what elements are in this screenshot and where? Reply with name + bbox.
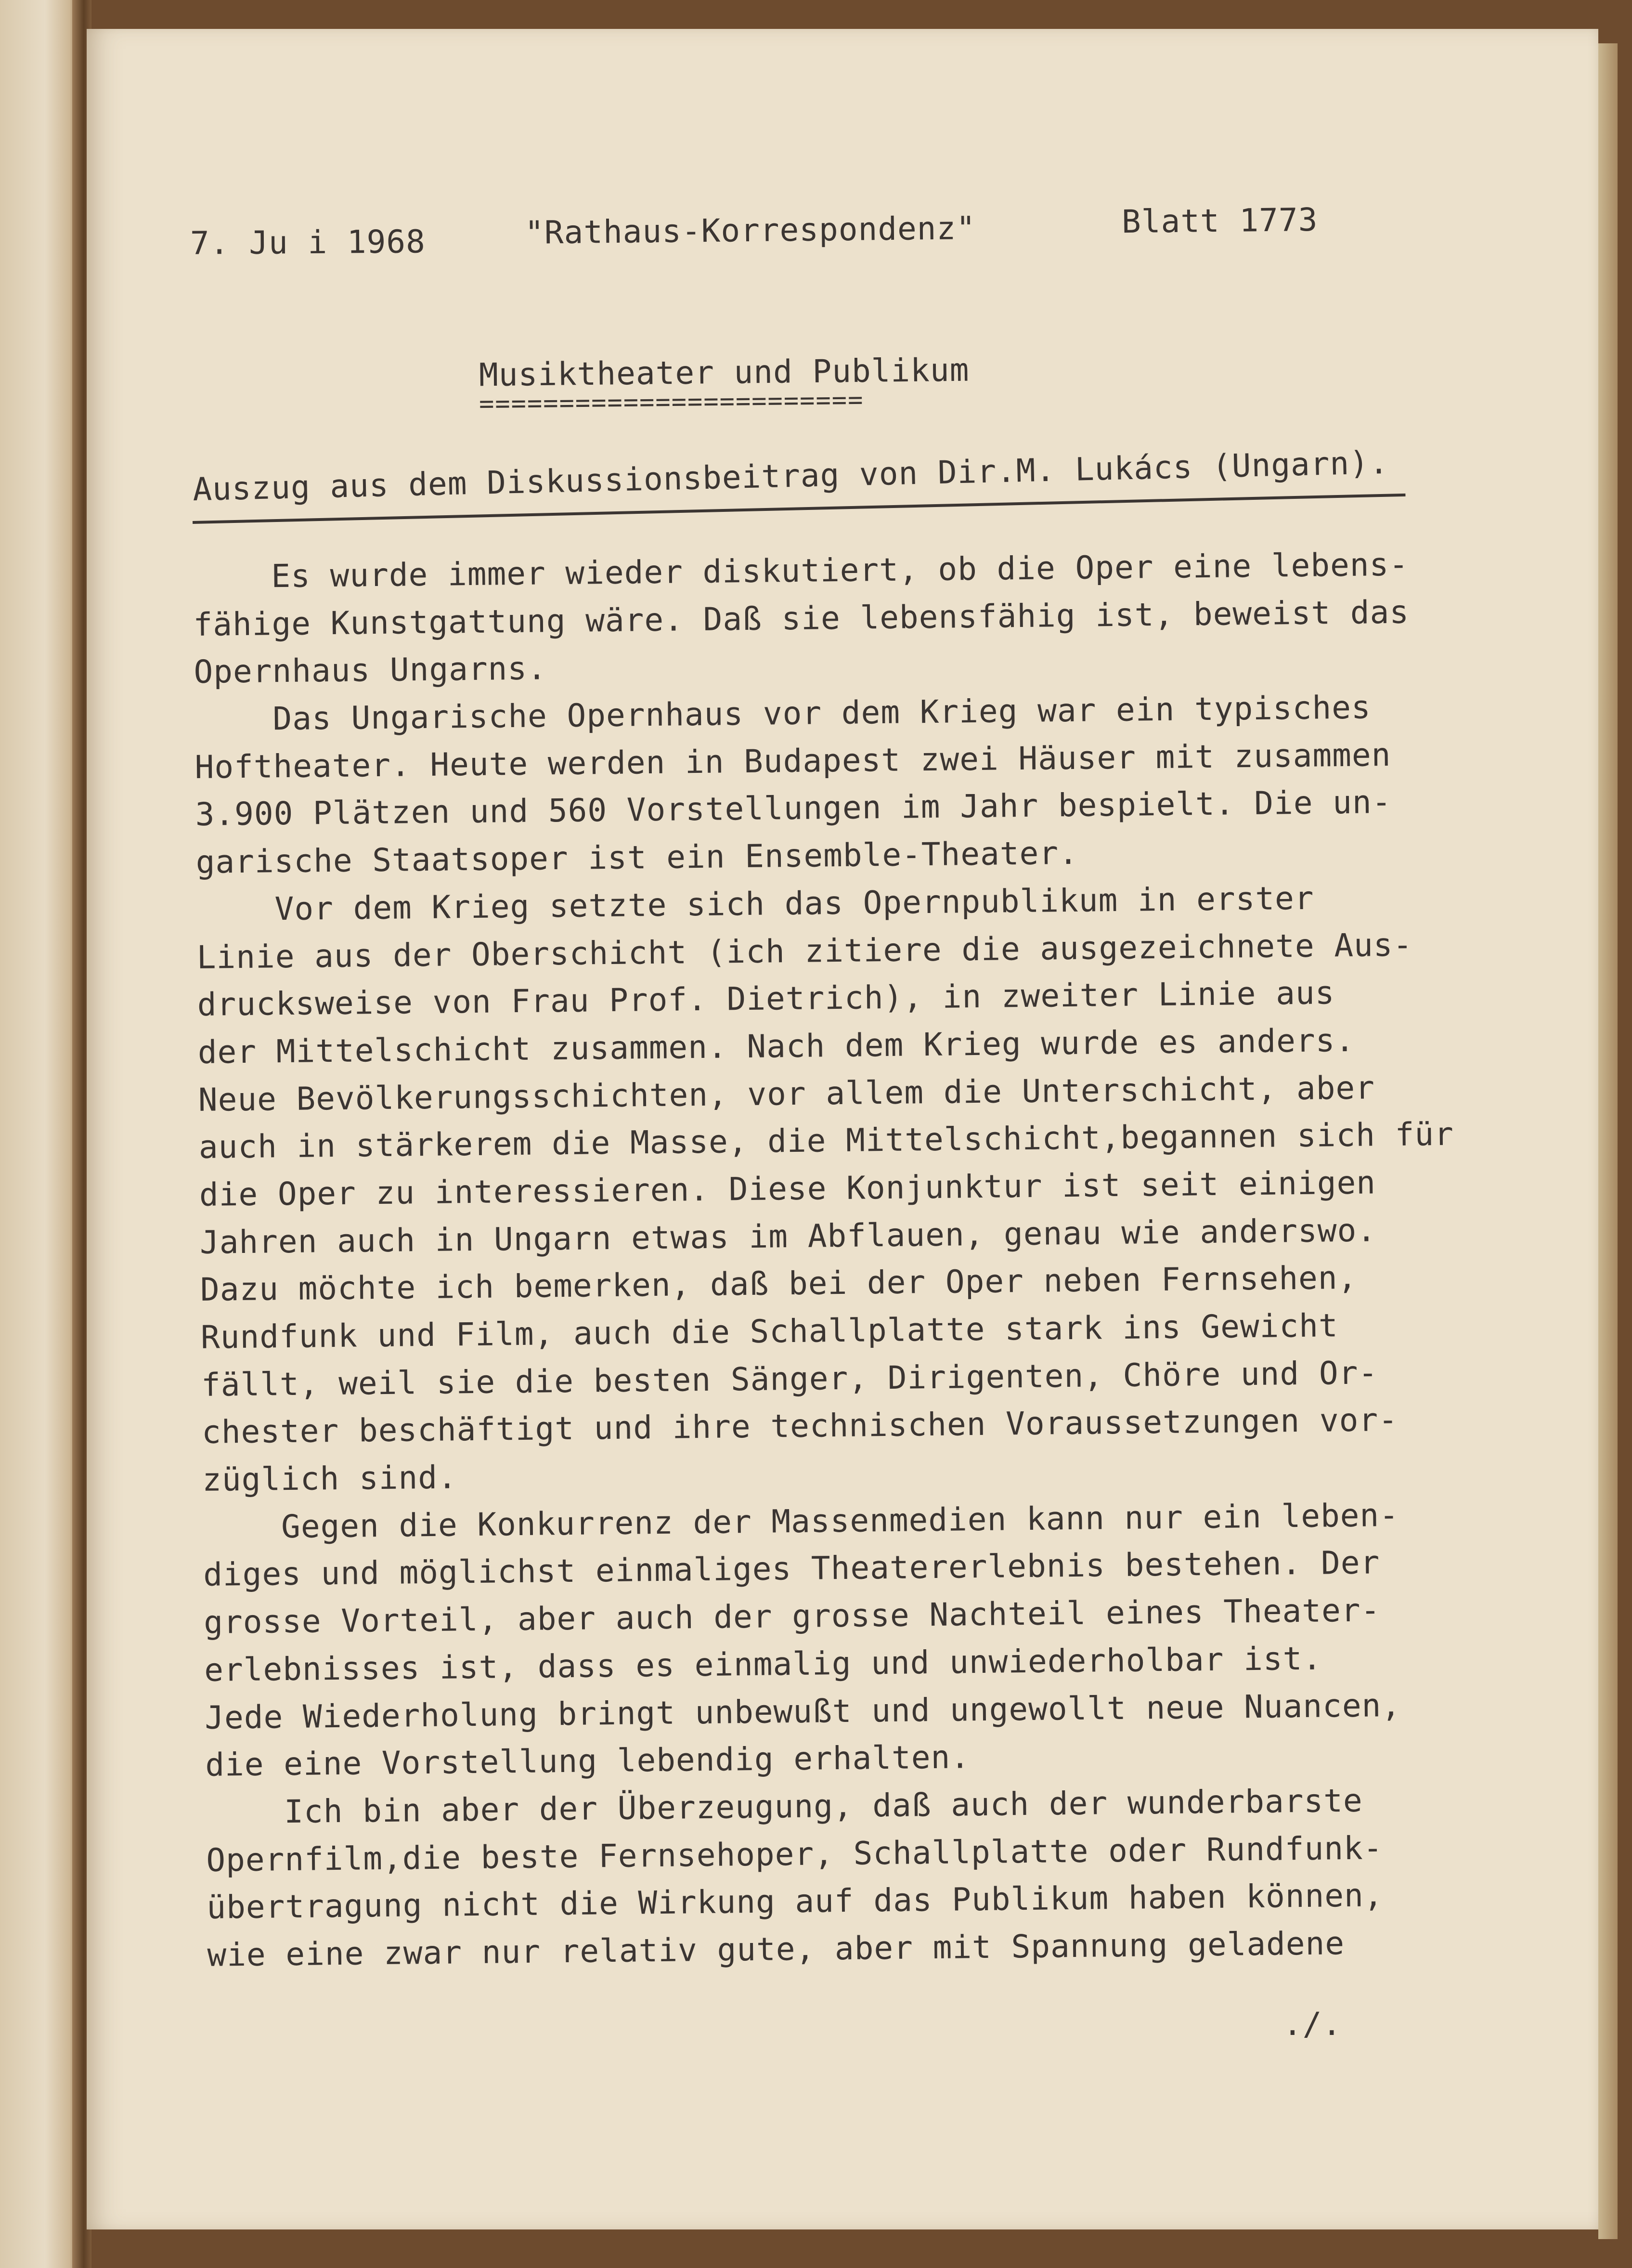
text-line: die eine Vorstellung lebendig erhalten.: [205, 1738, 971, 1784]
text-line: züglich sind.: [202, 1459, 458, 1499]
header-sheet-number: Blatt 1773: [1121, 201, 1318, 241]
text-line: Linie aus der Oberschicht (ich zitiere die ausgezeichnete Aus-: [196, 926, 1413, 976]
text-line: drucksweise von Frau Prof. Dietrich), in zweiter Linie aus: [197, 974, 1335, 1024]
text-line: garische Staatsoper ist ein Ensemble-Theater.: [195, 834, 1079, 881]
text-line: Neue Bevölkerungsschichten, vor allem die Unterschicht, aber: [198, 1069, 1375, 1119]
text-line: Gegen die Konkurrenz der Massenmedien kann nur ein leben-: [202, 1496, 1399, 1546]
text-line: auch in stärkerem die Masse, die Mittelschicht,begannen sich für: [198, 1115, 1454, 1166]
page-title: Musiktheater und Publikum: [479, 351, 970, 394]
text-line: die Oper zu interessieren. Diese Konjunktur ist seit einigen: [199, 1164, 1376, 1213]
text-line: Dazu möchte ich bemerken, daß bei der Oper neben Fernsehen,: [200, 1259, 1358, 1309]
text-line: Rundfunk und Film, auch die Schallplatte stark ins Gewicht: [200, 1307, 1338, 1356]
text-line: Opernhaus Ungarns.: [194, 650, 547, 691]
text-line: fähige Kunstgattung wäre. Daß sie lebensfähig ist, beweist das: [193, 593, 1410, 643]
text-line: diges und möglichst einmaliges Theatererlebnis bestehen. Der: [203, 1544, 1380, 1594]
text-line: Hoftheater. Heute werden in Budapest zwei Häuser mit zusammen: [194, 736, 1391, 786]
text-line: Das Ungarische Opernhaus vor dem Krieg war ein typisches: [194, 689, 1372, 739]
text-line: Vor dem Krieg setzte sich das Opernpublikum in erster: [196, 879, 1314, 928]
text-line: grosse Vorteil, aber auch der grosse Nachteil eines Theater-: [203, 1591, 1381, 1642]
title-double-underline: ========================: [479, 385, 864, 419]
text-line: der Mittelschicht zusammen. Nach dem Krieg wurde es anders.: [197, 1021, 1355, 1071]
text-line: erlebnisses ist, dass es einmalig und unwiederholbar ist.: [204, 1640, 1322, 1689]
facing-page-edge: [0, 0, 82, 2268]
text-line: Es wurde immer wieder diskutiert, ob die Oper eine lebens-: [193, 546, 1409, 596]
text-line: Jahren auch in Ungarn etwas im Abflauen, genau wie anderswo.: [199, 1211, 1377, 1261]
header-date: 7. Ju i 1968: [190, 223, 426, 262]
header-correspondence: "Rathaus-Korrespondenz": [524, 209, 976, 251]
page-stack-edge: [1598, 43, 1618, 2239]
subtitle: Auszug aus dem Diskussionsbeitrag von Dir.M. Lukács (Ungarn).: [192, 443, 1389, 508]
continuation-mark: ./.: [1283, 2006, 1342, 2043]
body-text: [193, 540, 1488, 1979]
text-line: wie eine zwar nur relativ gute, aber mit Spannung geladene: [207, 1925, 1345, 1974]
text-line: Ich bin aber der Überzeugung, daß auch der wunderbarste: [205, 1782, 1363, 1831]
text-line: übertragung nicht die Wirkung auf das Publikum haben können,: [207, 1877, 1384, 1927]
text-line: Jede Wiederholung bringt unbewußt und ungewollt neue Nuancen,: [204, 1686, 1401, 1736]
text-line: 3.900 Plätzen und 560 Vorstellungen im Jahr bespielt. Die un-: [195, 783, 1392, 834]
text-line: fällt, weil sie die besten Sänger, Dirigenten, Chöre und Or-: [201, 1354, 1378, 1404]
text-line: chester beschäftigt und ihre technischen Voraussetzungen vor-: [201, 1401, 1399, 1451]
text-line: Opernfilm,die beste Fernsehoper, Schallplatte oder Rundfunk-: [206, 1829, 1383, 1879]
